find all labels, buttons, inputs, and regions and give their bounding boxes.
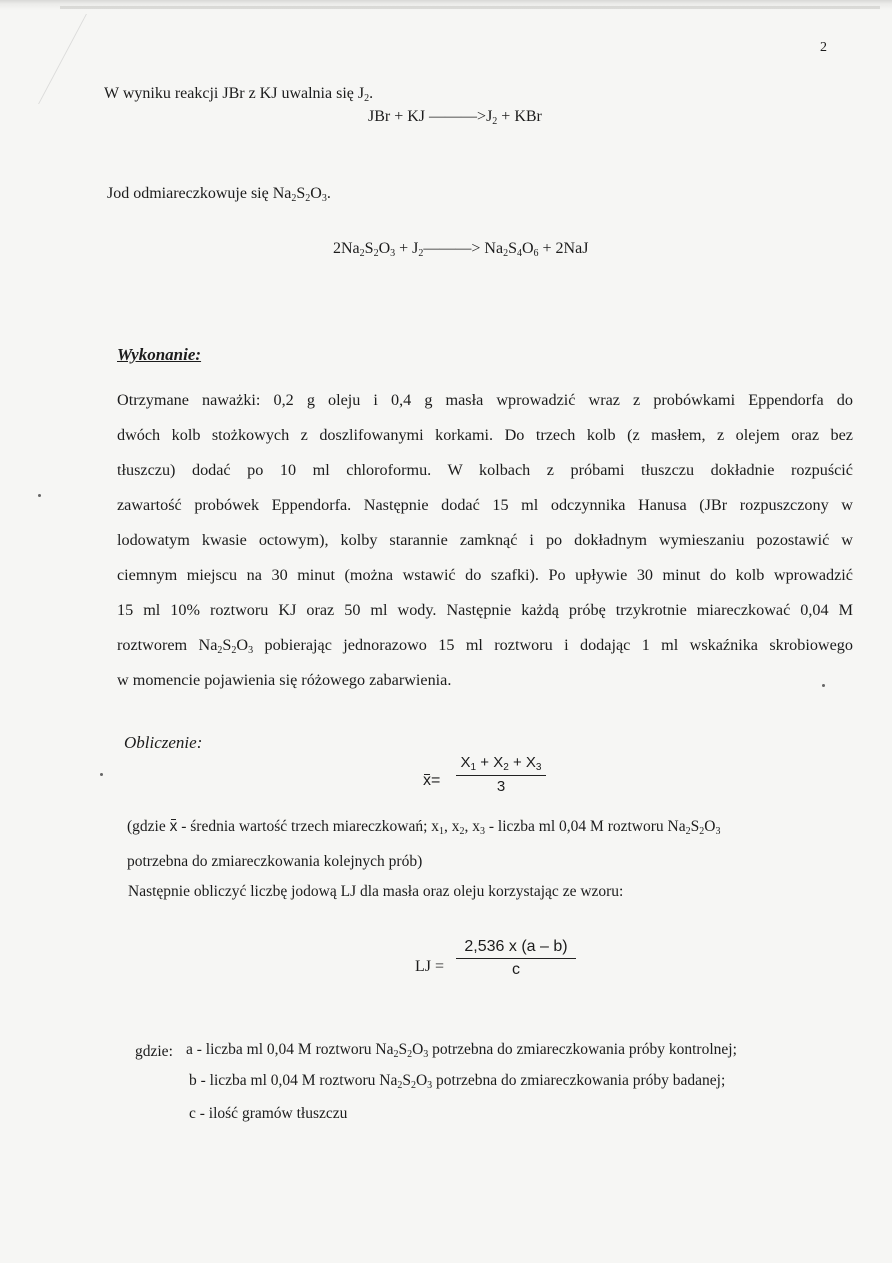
fraction-bar bbox=[456, 775, 546, 776]
procedure-heading: Wykonanie: bbox=[117, 345, 202, 364]
where-line-2: potrzebna do zmiareczkowania kolejnych prób) bbox=[127, 853, 423, 870]
reaction-equation-2: $2Na_2S_2O_3$ + $J_2———> Na_2S_4O_6 + 2NaJ$ bbox=[333, 240, 589, 259]
legend-c: c - ilość gramów tłuszczu bbox=[189, 1105, 348, 1122]
procedure-line: Otrzymane naważki: 0,2 g oleju i 0,4 g masła wprowadzić wraz z probówkami Eppendorfa do bbox=[117, 391, 853, 409]
procedure-line: roztworem $Na_2S_2O_3$ pobierając jednorazowo 15 ml roztworu i dodając 1 ml wskaźnika skrobiowego bbox=[117, 636, 853, 656]
mean-denominator: 3 bbox=[496, 778, 506, 795]
procedure-line: zawartość probówek Eppendorfa. Następnie dodać 15 ml odczynnika Hanusa (JBr rozpuszczony w bbox=[117, 496, 853, 514]
lj-formula-fraction bbox=[456, 938, 576, 979]
lj-formula-lhs: LJ = bbox=[415, 958, 445, 975]
where-line-1: (gdzie x - średnia wartość trzech miareczkowań; $x_1$, $x_2$, $x_3$ - liczba ml 0,04 M roztworu $Na_2S_2O_3$ bbox=[127, 818, 721, 837]
procedure-line: w momencie pojawienia się różowego zabarwienia. bbox=[117, 671, 452, 689]
lj-numerator: 2,536 x (a – b) bbox=[464, 938, 568, 955]
procedure-paragraph bbox=[117, 383, 853, 698]
mean-formula-lhs: x= bbox=[423, 772, 441, 789]
scan-speck bbox=[38, 494, 41, 497]
procedure-line: 15 ml 10% roztworu KJ oraz 50 ml wody. Następnie każdą próbę trzykrotnie miareczkować 0,04 M bbox=[117, 601, 853, 619]
intro-text: W wyniku reakcji JBr z KJ uwalnia się $J_2$. bbox=[104, 85, 374, 104]
procedure-line: tłuszczu) dodać po 10 ml chloroformu. W kolbach z próbami tłuszczu dokładnie rozpuścić bbox=[117, 461, 853, 479]
procedure-line: dwóch kolb stożkowych z doszlifowanymi korkami. Do trzech kolb (z masłem, z olejem oraz bez bbox=[117, 426, 853, 444]
reaction-equation-1: JBr + KJ $———>J_2$ + KBr bbox=[368, 108, 542, 127]
legend-b: b - liczba ml 0,04 M roztworu $Na_2S_2O_3$ potrzebna do zmiareczkowania próby badanej; bbox=[189, 1072, 726, 1091]
calculation-heading: Obliczenie: bbox=[124, 733, 203, 752]
page-number: 2 bbox=[820, 40, 827, 55]
lj-denominator: c bbox=[512, 961, 520, 978]
legend-a: a - liczba ml 0,04 M roztworu $Na_2S_2O_3$ potrzebna do zmiareczkowania próby kontrolnej; bbox=[186, 1041, 737, 1060]
legend-label: gdzie: bbox=[135, 1043, 173, 1060]
mean-numerator: $X_1 + X_2 + X_3$ bbox=[460, 754, 542, 773]
next-step-line: Następnie obliczyć liczbę jodową LJ dla masła oraz oleju korzystając ze wzoru: bbox=[128, 883, 624, 900]
scan-speck bbox=[100, 773, 103, 776]
titration-text: Jod odmiareczkowuje się $Na_2S_2O_3$. bbox=[107, 185, 331, 204]
fraction-bar bbox=[456, 958, 576, 959]
scan-top-edge bbox=[60, 6, 880, 9]
procedure-line: ciemnym miejscu na 30 minut (można wstawić do szafki). Po upływie 30 minut do kolb wprowadzić bbox=[117, 566, 853, 584]
procedure-line: lodowatym kwasie octowym), kolby starannie zamknąć i po dokładnym wymieszaniu pozostawić w bbox=[117, 531, 853, 549]
mean-formula-fraction bbox=[456, 754, 546, 795]
